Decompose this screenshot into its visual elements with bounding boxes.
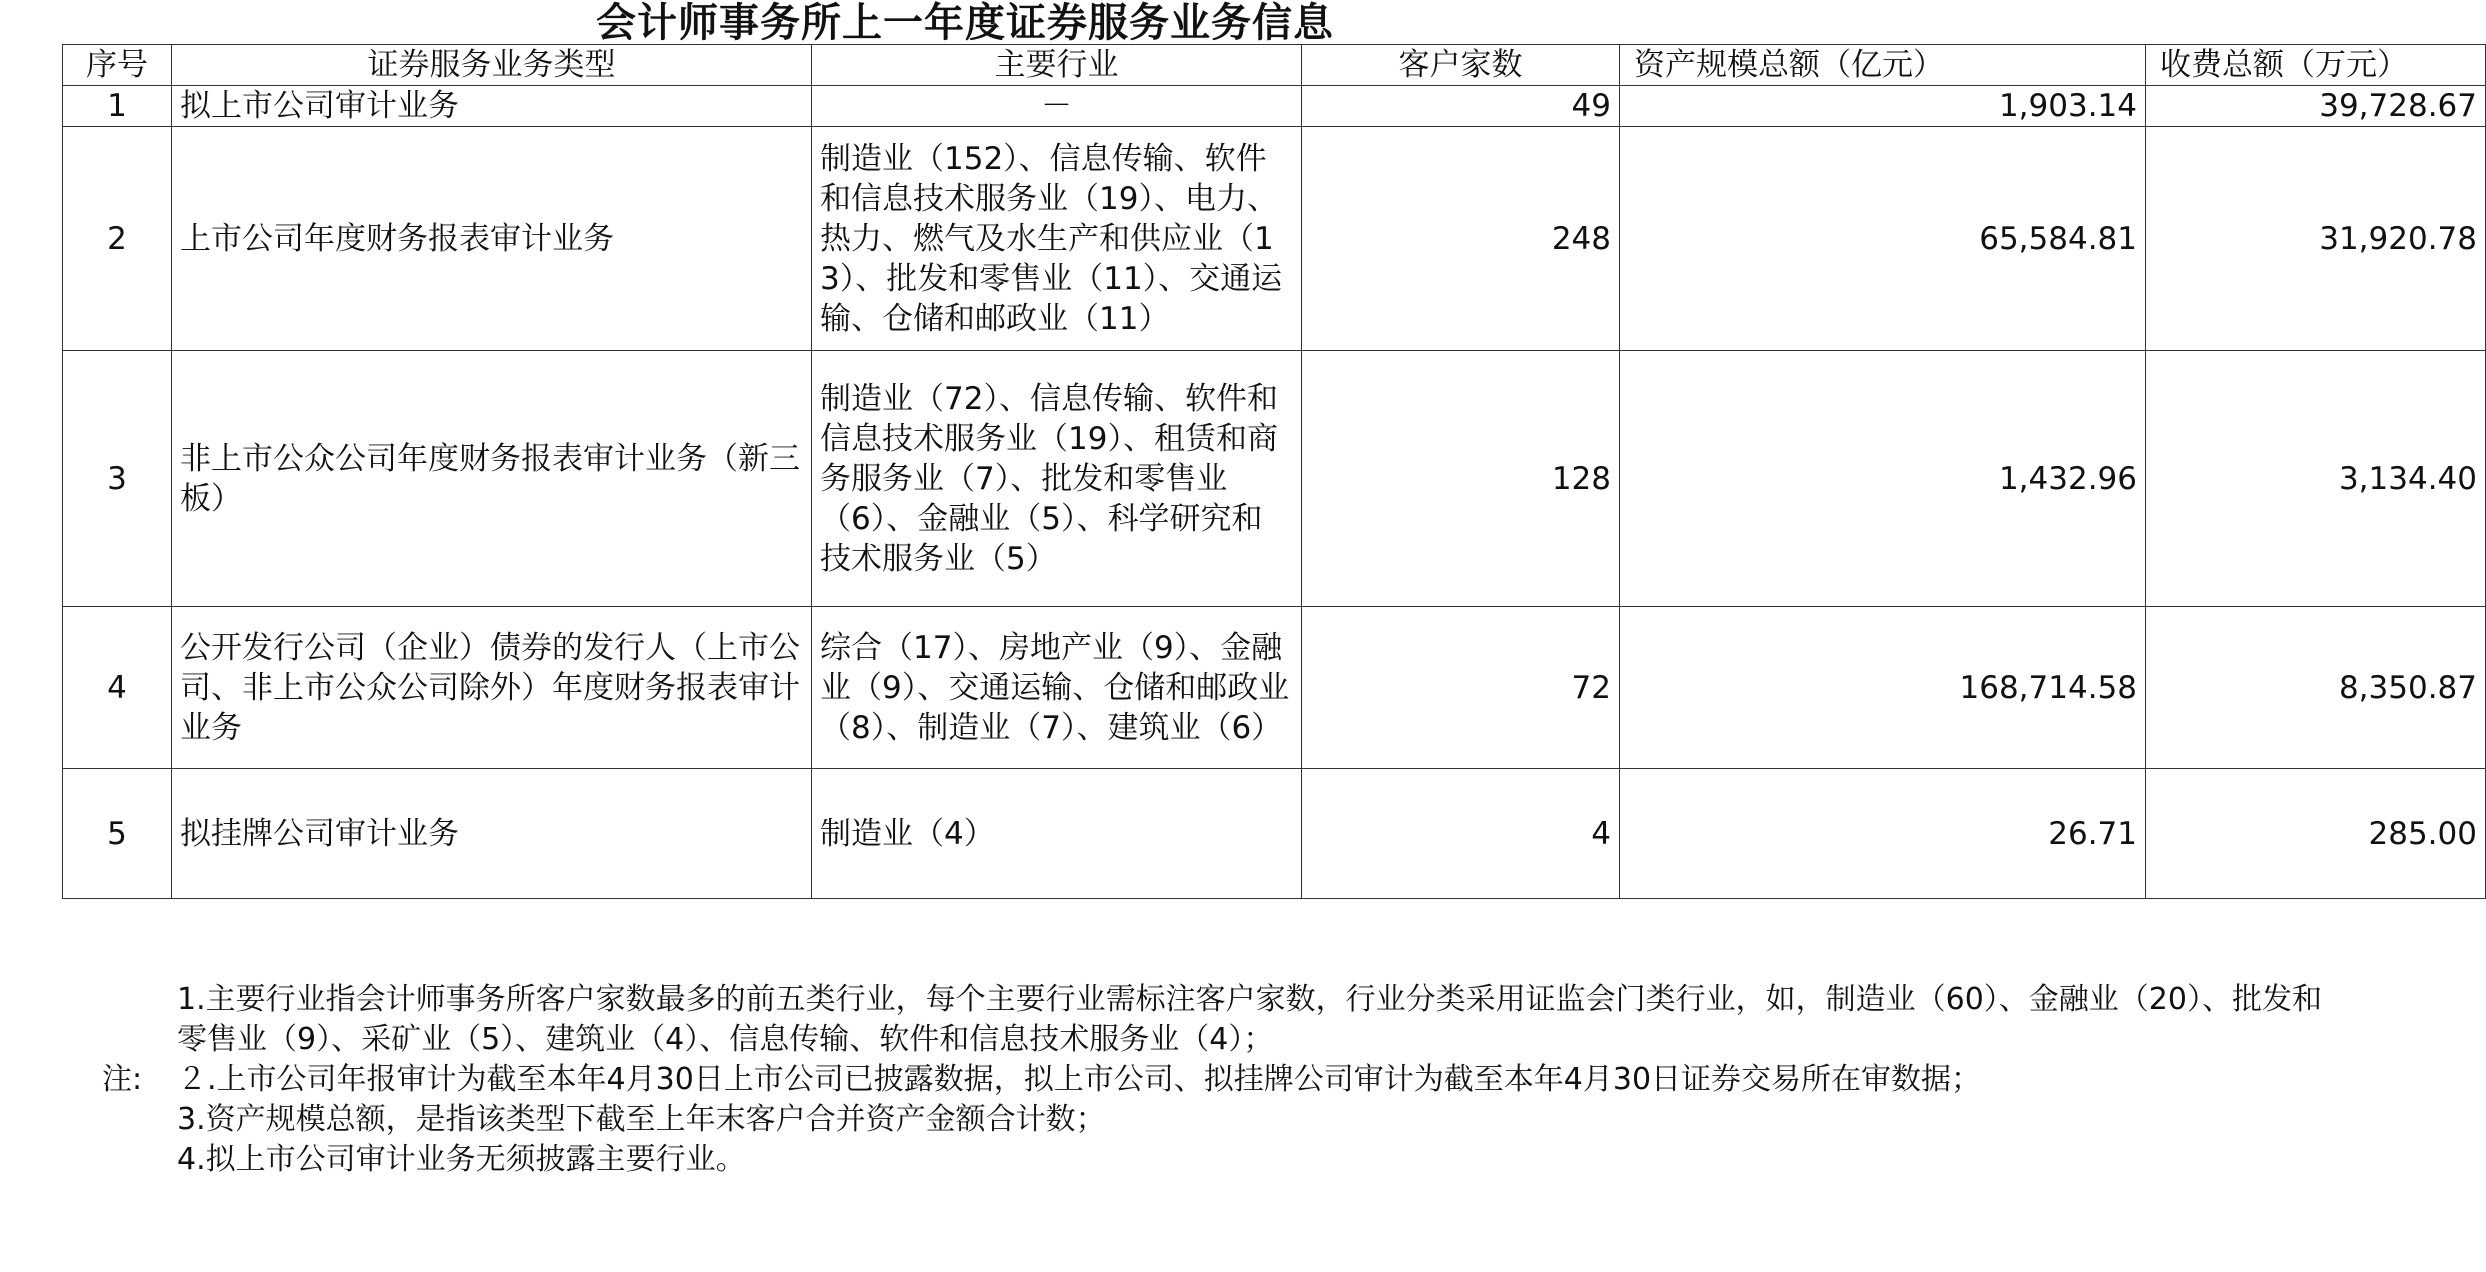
cell-type: 拟上市公司审计业务 (172, 86, 812, 127)
table-row (63, 127, 2486, 351)
header-no: 序号 (63, 45, 172, 86)
cell-industry: 制造业（72）、信息传输、软件和信息技术服务业（19）、租赁和商务服务业（7）、批发和零售业（6）、金融业（5）、科学研究和技术服务业（5） (812, 351, 1302, 607)
cell-fees: 31,920.78 (2146, 127, 2486, 351)
table-header-row (63, 45, 2486, 86)
cell-assets: 1,432.96 (1620, 351, 2146, 607)
cell-clients: 72 (1302, 607, 1620, 769)
page-title: 会计师事务所上一年度证券服务业务信息 (596, 0, 1334, 46)
cell-assets: 65,584.81 (1620, 127, 2146, 351)
cell-fees: 8,350.87 (2146, 607, 2486, 769)
cell-fees: 39,728.67 (2146, 86, 2486, 127)
note-item: ２.上市公司年报审计为截至本年4月30日上市公司已披露数据，拟上市公司、拟挂牌公司审计为截至本年4月30日证券交易所在审数据； (177, 1062, 1982, 1097)
cell-industry: － (812, 86, 1302, 127)
cell-industry: 制造业（4） (812, 769, 1302, 899)
header-assets: 资产规模总额（亿元） (1620, 45, 2146, 86)
header-clients: 客户家数 (1302, 45, 1620, 86)
cell-no: 2 (63, 127, 172, 351)
header-industry: 主要行业 (812, 45, 1302, 86)
cell-type: 拟挂牌公司审计业务 (172, 769, 812, 899)
header-type: 证券服务业务类型 (172, 45, 812, 86)
cell-clients: 248 (1302, 127, 1620, 351)
cell-no: 3 (63, 351, 172, 607)
cell-assets: 26.71 (1620, 769, 2146, 899)
table-row (63, 607, 2486, 769)
header-fees: 收费总额（万元） (2146, 45, 2486, 86)
cell-type: 公开发行公司（企业）债券的发行人（上市公司、非上市公众公司除外）年度财务报表审计业务 (172, 607, 812, 769)
table-row (63, 769, 2486, 899)
cell-no: 1 (63, 86, 172, 127)
note-item: 零售业（9）、采矿业（5）、建筑业（4）、信息传输、软件和信息技术服务业（4）； (177, 1022, 1274, 1057)
cell-assets: 168,714.58 (1620, 607, 2146, 769)
cell-fees: 3,134.40 (2146, 351, 2486, 607)
cell-clients: 4 (1302, 769, 1620, 899)
table-row (63, 86, 2486, 127)
cell-clients: 49 (1302, 86, 1620, 127)
cell-fees: 285.00 (2146, 769, 2486, 899)
cell-assets: 1,903.14 (1620, 86, 2146, 127)
note-item: 4.拟上市公司审计业务无须披露主要行业。 (177, 1142, 746, 1177)
cell-no: 5 (63, 769, 172, 899)
cell-clients: 128 (1302, 351, 1620, 607)
cell-no: 4 (63, 607, 172, 769)
notes-label: 注: (102, 1062, 143, 1097)
cell-industry: 制造业（152）、信息传输、软件和信息技术服务业（19）、电力、热力、燃气及水生产和供应业（13）、批发和零售业（11）、交通运输、仓储和邮政业（11） (812, 127, 1302, 351)
cell-type: 上市公司年度财务报表审计业务 (172, 127, 812, 351)
note-item: 3.资产规模总额，是指该类型下截至上年末客户合并资产金额合计数； (177, 1102, 1106, 1137)
note-item: 1.主要行业指会计师事务所客户家数最多的前五类行业，每个主要行业需标注客户家数，行业分类采用证监会门类行业，如，制造业（60）、金融业（20）、批发和 (177, 982, 2322, 1017)
securities-service-table (62, 44, 2486, 899)
cell-industry: 综合（17）、房地产业（9）、金融业（9）、交通运输、仓储和邮政业（8）、制造业（7）、建筑业（6） (812, 607, 1302, 769)
cell-type: 非上市公众公司年度财务报表审计业务（新三板） (172, 351, 812, 607)
table-row (63, 351, 2486, 607)
